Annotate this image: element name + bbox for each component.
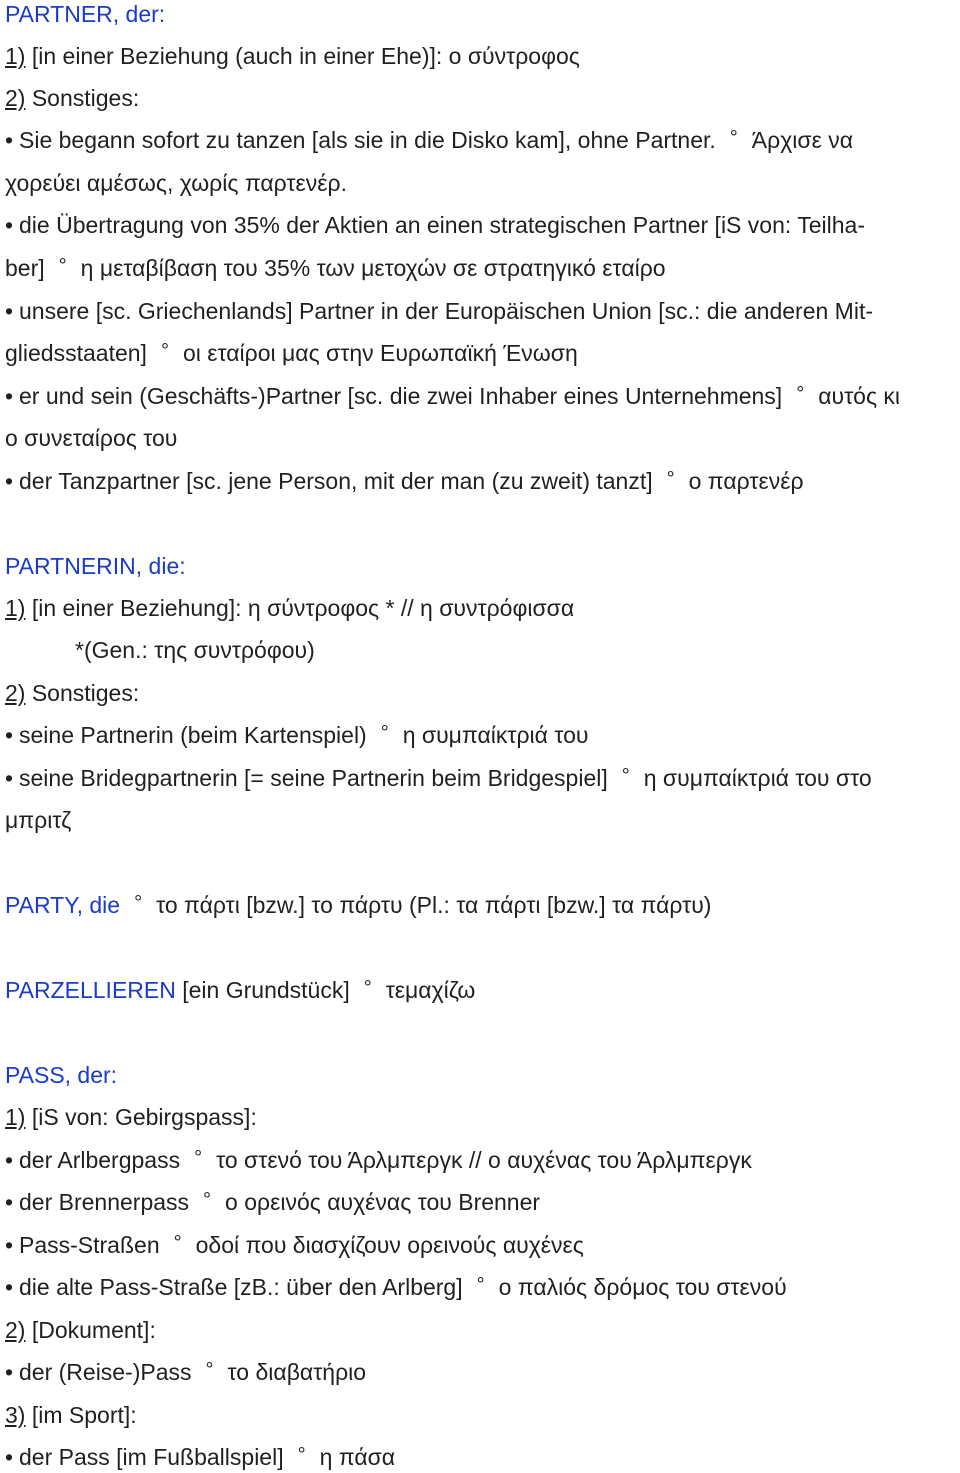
example-greek: η συμπαίκτριά του [402,722,589,748]
example-german: seine Partnerin (beim Kartenspiel) [19,722,367,748]
entry-parzellieren [5,976,475,1006]
example-greek: μπριτζ [5,807,72,833]
degree-icon: ° [134,892,143,914]
degree-icon: ° [173,1232,182,1254]
example-german: der Brennerpass [19,1189,190,1215]
example-german: Pass-Straßen [19,1232,160,1258]
sense-text: [iS von: Gebirgspass]: [31,1104,257,1130]
example-greek: αυτός κι [818,383,901,409]
bullet-icon: • [5,1359,14,1385]
example-greek: η πάσα [319,1444,396,1470]
sense-text: Sonstiges: [31,680,140,706]
example-greek: η συμπαίκτριά του στο [643,765,872,791]
entry-headword-partner: PARTNER, der: [5,1,166,27]
sense-1 [5,594,574,622]
example-line [5,1358,366,1388]
example-greek: το διαβατήριο [227,1359,367,1385]
bullet-icon: • [5,1189,14,1215]
degree-icon: ° [729,127,738,149]
entry-party [5,891,711,921]
sense-2 [5,84,139,112]
example-greek: η μεταβίβαση του 35% των μετοχών σε στρατηγικό εταίρο [80,255,666,281]
bullet-icon: • [5,212,14,238]
example-greek: οι εταίροι μας στην Ευρωπαϊκή Ένωση [182,340,578,366]
example-german: die Übertragung von 35% der Aktien an einen strategischen Partner [iS von: Teilha- [19,212,865,238]
example-line [5,1273,787,1303]
sense-number: 1) [5,1104,26,1130]
entry-gloss: [ein Grundstück] [182,977,350,1003]
example-line [5,211,865,239]
example-line-continued [5,169,347,197]
bullet-icon: • [5,468,14,494]
example-line [5,1146,752,1176]
example-german: ber] [5,255,45,281]
degree-icon: ° [621,765,630,787]
example-line [5,467,804,497]
example-line [5,764,872,794]
degree-icon: ° [666,468,675,490]
degree-icon: ° [363,977,372,999]
entry-translation: τεμαχίζω [385,977,476,1003]
degree-icon: ° [297,1444,306,1466]
example-german: der Tanzpartner [sc. jene Person, mit der man (zu zweit) tanzt] [19,468,653,494]
entry-headword-party: PARTY, die [5,892,121,918]
sense-2 [5,679,139,707]
bullet-icon: • [5,1147,14,1173]
sense-text: [im Sport]: [31,1402,137,1428]
sense-3 [5,1401,137,1429]
degree-icon: ° [476,1274,485,1296]
bullet-icon: • [5,127,14,153]
sense-number: 1) [5,43,26,69]
example-german: er und sein (Geschäfts-)Partner [sc. die zwei Inhaber eines Unternehmens] [19,383,783,409]
bullet-icon: • [5,1232,14,1258]
example-greek: χορεύει αμέσως, χωρίς παρτενέρ. [5,170,347,196]
example-line [5,1188,540,1218]
bullet-icon: • [5,1444,14,1470]
example-greek: ο παρτενέρ [688,468,804,494]
sense-number: 2) [5,680,26,706]
example-greek: οδοί που διασχίζουν ορεινούς αυχένες [195,1232,584,1258]
example-line [5,1231,584,1261]
degree-icon: ° [194,1147,203,1169]
example-greek: ο παλιός δρόμος του στενού [498,1274,787,1300]
degree-icon: ° [203,1189,212,1211]
entry-headword-pass: PASS, der: [5,1062,118,1088]
degree-icon: ° [796,383,805,405]
example-german: Sie begann sofort zu tanzen [als sie in die Disko kam], ohne Partner. [19,127,716,153]
sense-note: *(Gen.: της συντρόφου) [75,637,315,663]
example-line [5,297,873,325]
example-greek: ο ορεινός αυχένας του Brenner [225,1189,541,1215]
example-german: unsere [sc. Griechenlands] Partner in der Europäischen Union [sc.: die anderen Mit- [19,298,873,324]
bullet-icon: • [5,722,14,748]
degree-icon: ° [205,1359,214,1381]
example-german: seine Bridegpartnerin [= seine Partnerin beim Bridgespiel] [19,765,608,791]
sense-number: 3) [5,1402,26,1428]
sense-number: 1) [5,595,26,621]
example-greek: το στενό του Άρλμπεργκ // ο αυχένας του Άρλμπεργκ [216,1147,752,1173]
degree-icon: ° [160,340,169,362]
sense-number: 2) [5,1317,26,1343]
entry-translation: το πάρτι [bzw.] το πάρτυ (Pl.: τα πάρτι [bzw.] τα πάρτυ) [156,892,712,918]
example-line-continued [5,339,578,369]
example-line [5,721,588,751]
sense-text: Sonstiges: [31,85,140,111]
example-greek: ο συνεταίρος του [5,425,178,451]
example-line [5,1443,395,1473]
example-german: der Arlbergpass [19,1147,181,1173]
sense-1 [5,1103,257,1131]
example-greek: Άρχισε να [751,127,854,153]
entry-headword-partnerin: PARTNERIN, die: [5,553,186,579]
sense-text: [Dokument]: [31,1317,156,1343]
example-line-continued [5,424,177,452]
bullet-icon: • [5,765,14,791]
sense-text: [in einer Beziehung (auch in einer Ehe)]: ο σύντροφος [31,43,580,69]
sense-2 [5,1316,156,1344]
example-line [5,126,853,156]
sense-text: [in einer Beziehung]: η σύντροφος * // η συντρόφισσα [31,595,575,621]
bullet-icon: • [5,383,14,409]
example-german: der Pass [im Fußballspiel] [19,1444,284,1470]
degree-icon: ° [380,722,389,744]
example-line [5,382,900,412]
example-german: der (Reise-)Pass [19,1359,192,1385]
example-line-continued [5,254,666,284]
entry-headword-parzellieren: PARZELLIEREN [5,977,176,1003]
sense-number: 2) [5,85,26,111]
degree-icon: ° [58,255,67,277]
example-line-continued [5,806,71,834]
example-german: gliedsstaaten] [5,340,147,366]
bullet-icon: • [5,1274,14,1300]
sense-1 [5,42,580,70]
example-german: die alte Pass-Straße [zB.: über den Arlberg] [19,1274,463,1300]
bullet-icon: • [5,298,14,324]
